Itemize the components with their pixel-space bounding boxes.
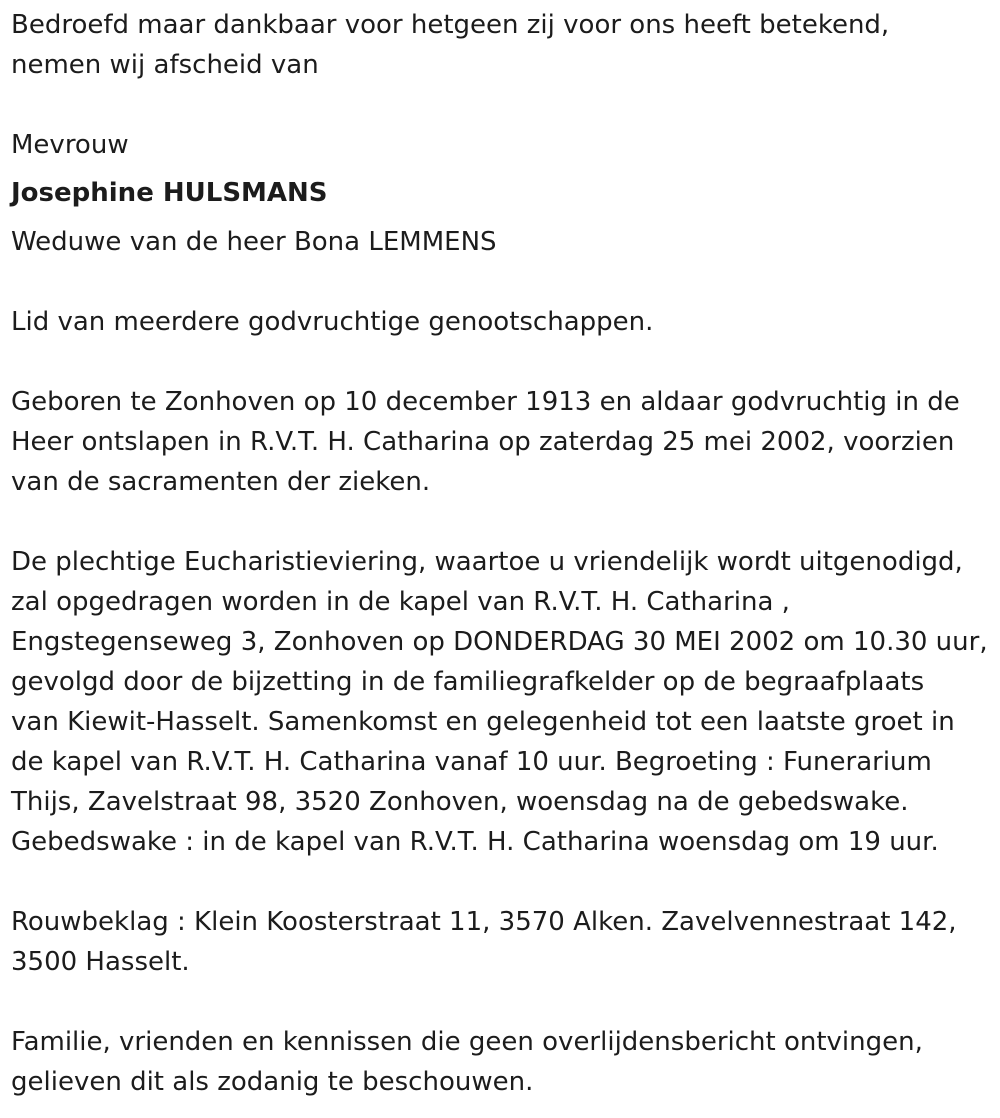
ceremony-line-8: Gebedswake : in de kapel van R.V.T. H. Catharina woensdag om 19 uur.: [11, 827, 939, 857]
closing-paragraph: [11, 1022, 991, 1102]
condolences-line-2: 3500 Hasselt.: [11, 947, 190, 977]
membership-line: Lid van meerdere godvruchtige genootschappen.: [11, 307, 654, 337]
condolences-paragraph: [11, 902, 991, 982]
birth-death-paragraph: [11, 382, 991, 502]
spouse-line: Weduwe van de heer Bona LEMMENS: [11, 227, 497, 257]
ceremony-line-5: van Kiewit-Hasselt. Samenkomst en gelegenheid tot een laatste groet in: [11, 707, 955, 737]
intro-line-1: Bedroefd maar dankbaar voor hetgeen zij voor ons heeft betekend,: [11, 10, 890, 40]
ceremony-line-4: gevolgd door de bijzetting in de familiegrafkelder op de begraafplaats: [11, 667, 925, 697]
ceremony-line-7: Thijs, Zavelstraat 98, 3520 Zonhoven, woensdag na de gebedswake.: [11, 787, 909, 817]
intro-paragraph: [11, 5, 991, 85]
birth-death-line-1: Geboren te Zonhoven op 10 december 1913 en aldaar godvruchtig in de: [11, 387, 960, 417]
ceremony-line-3: Engstegenseweg 3, Zonhoven op DONDERDAG 30 MEI 2002 om 10.30 uur,: [11, 627, 988, 657]
ceremony-line-2: zal opgedragen worden in de kapel van R.V.T. H. Catharina ,: [11, 587, 790, 617]
ceremony-line-6: de kapel van R.V.T. H. Catharina vanaf 10 uur. Begroeting : Funerarium: [11, 747, 932, 777]
ceremony-paragraph: [11, 542, 991, 862]
ceremony-line-1: De plechtige Eucharistieviering, waartoe u vriendelijk wordt uitgenodigd,: [11, 547, 963, 577]
closing-line-2: gelieven dit als zodanig te beschouwen.: [11, 1067, 534, 1097]
closing-line-1: Familie, vrienden en kennissen die geen overlijdensbericht ontvingen,: [11, 1027, 923, 1057]
birth-death-line-3: van de sacramenten der zieken.: [11, 467, 431, 497]
birth-death-line-2: Heer ontslapen in R.V.T. H. Catharina op zaterdag 25 mei 2002, voorzien: [11, 427, 955, 457]
deceased-name: Josephine HULSMANS: [11, 178, 328, 208]
intro-line-2: nemen wij afscheid van: [11, 50, 319, 80]
condolences-line-1: Rouwbeklag : Klein Koosterstraat 11, 3570 Alken. Zavelvennestraat 142,: [11, 907, 957, 937]
salutation: Mevrouw: [11, 130, 129, 160]
